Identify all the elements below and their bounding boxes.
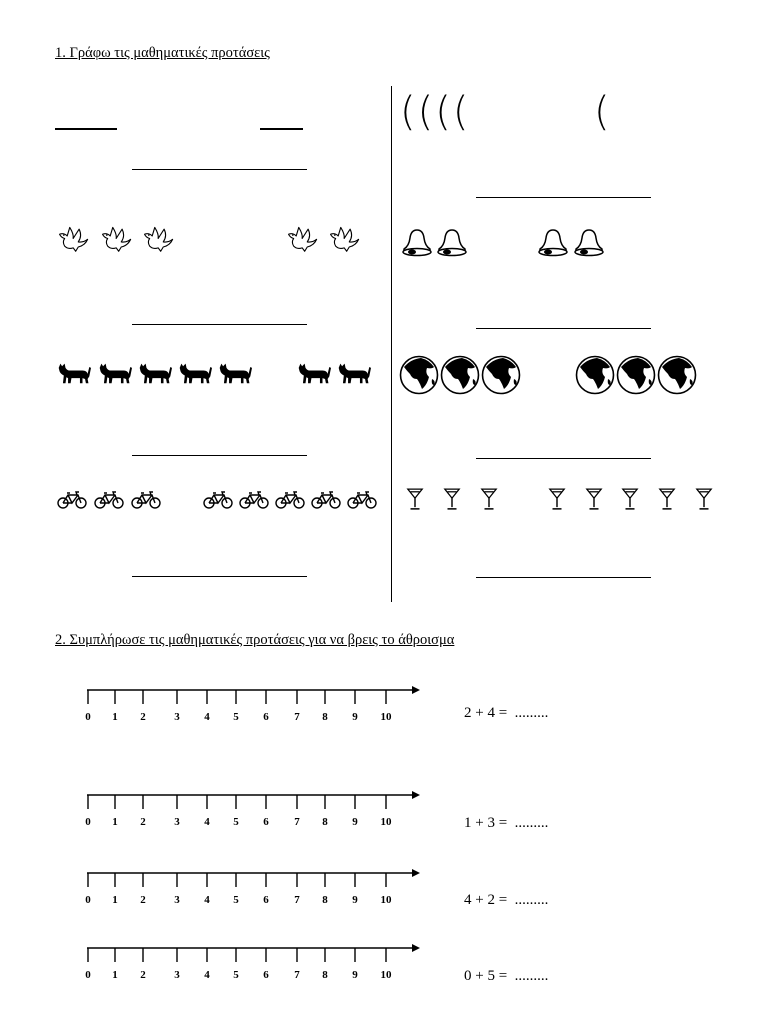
number-line-label: 4 [204,969,210,981]
arrow-head-icon [412,791,420,799]
bell-icon [535,228,571,258]
section-2-heading: 2. Συμπλήρωσε τις μαθηματικές προτάσεις για να βρεις το άθροισμα [55,632,455,648]
cat-icon [57,361,91,385]
equation[interactable]: 4 + 2 = ......... [464,892,549,908]
cocktail-glass-icon [585,487,603,511]
cocktail-glass-icon [695,487,713,511]
number-line [82,942,422,982]
number-line-label: 8 [322,894,328,906]
number-line-label: 9 [352,816,358,828]
number-line [82,684,422,724]
bicycle-icon [57,491,87,509]
number-line-label: 5 [233,816,239,828]
number-line-label: 3 [174,816,180,828]
globe-icon [440,355,480,395]
globe-icon [657,355,697,395]
arrow-head-icon [412,869,420,877]
number-line-label: 2 [140,711,146,723]
number-line-label: 5 [233,711,239,723]
answer-line[interactable] [132,576,307,577]
arrow-head-icon [412,686,420,694]
number-line-label: 1 [112,816,118,828]
answer-line[interactable] [476,577,651,578]
bicycle-icon [311,491,341,509]
number-line-label: 7 [294,816,300,828]
number-line-label: 10 [380,969,392,981]
number-line-label: 10 [380,894,392,906]
globe-icon [481,355,521,395]
dash-group-left [55,128,117,130]
dash-group-right [260,128,303,130]
arrow-head-icon [412,944,420,952]
number-line-label: 9 [352,894,358,906]
globe-icon [616,355,656,395]
number-line-label: 7 [294,894,300,906]
cocktail-glass-icon [658,487,676,511]
number-line-label: 0 [85,816,91,828]
paren-group-right: ( [594,89,612,135]
number-line-label: 4 [204,894,210,906]
answer-line[interactable] [132,324,307,325]
number-line-label: 8 [322,969,328,981]
number-line-label: 10 [380,816,392,828]
dove-icon [100,224,134,253]
answer-line[interactable] [476,328,651,329]
bell-icon [571,228,607,258]
number-line-label: 6 [263,816,269,828]
bell-icon [399,228,435,258]
number-line-label: 2 [140,969,146,981]
answer-line[interactable] [132,169,307,170]
cat-icon [218,361,252,385]
answer-line[interactable] [476,197,651,198]
number-line-label: 3 [174,711,180,723]
cocktail-glass-icon [480,487,498,511]
dove-icon [286,224,320,253]
cat-icon [297,361,331,385]
cat-icon [138,361,172,385]
cocktail-glass-icon [443,487,461,511]
number-line-label: 3 [174,894,180,906]
number-line-label: 6 [263,711,269,723]
number-line-label: 7 [294,969,300,981]
dove-icon [57,224,91,253]
cocktail-glass-icon [406,487,424,511]
number-line-label: 6 [263,894,269,906]
globe-icon [575,355,615,395]
bicycle-icon [239,491,269,509]
number-line-label: 0 [85,894,91,906]
bicycle-icon [347,491,377,509]
number-line-label: 6 [263,969,269,981]
number-line [82,789,422,829]
number-line-label: 1 [112,969,118,981]
number-line-label: 5 [233,969,239,981]
number-line-label: 7 [294,711,300,723]
number-line-label: 5 [233,894,239,906]
dove-icon [142,224,176,253]
number-line-label: 4 [204,711,210,723]
number-line-label: 9 [352,711,358,723]
number-line-label: 10 [380,711,392,723]
number-line-label: 3 [174,969,180,981]
bicycle-icon [275,491,305,509]
answer-line[interactable] [132,455,307,456]
dove-icon [328,224,362,253]
number-line-label: 8 [322,816,328,828]
bell-icon [434,228,470,258]
number-line-label: 9 [352,969,358,981]
answer-line[interactable] [476,458,651,459]
cat-icon [98,361,132,385]
number-line-label: 1 [112,711,118,723]
number-line-label: 2 [140,894,146,906]
bicycle-icon [94,491,124,509]
number-line-label: 1 [112,894,118,906]
equation[interactable]: 2 + 4 = ......... [464,705,549,721]
equation[interactable]: 1 + 3 = ......... [464,815,549,831]
section-1-heading: 1. Γράφω τις μαθηματικές προτάσεις [55,45,270,61]
globe-icon [399,355,439,395]
cocktail-glass-icon [548,487,566,511]
number-line [82,867,422,907]
number-line-label: 0 [85,969,91,981]
column-divider [391,86,392,602]
number-line-label: 0 [85,711,91,723]
equation[interactable]: 0 + 5 = ......... [464,968,549,984]
cat-icon [178,361,212,385]
number-line-label: 4 [204,816,210,828]
paren-group-left: (((( [400,89,471,135]
bicycle-icon [131,491,161,509]
number-line-label: 8 [322,711,328,723]
bicycle-icon [203,491,233,509]
number-line-label: 2 [140,816,146,828]
cocktail-glass-icon [621,487,639,511]
cat-icon [337,361,371,385]
